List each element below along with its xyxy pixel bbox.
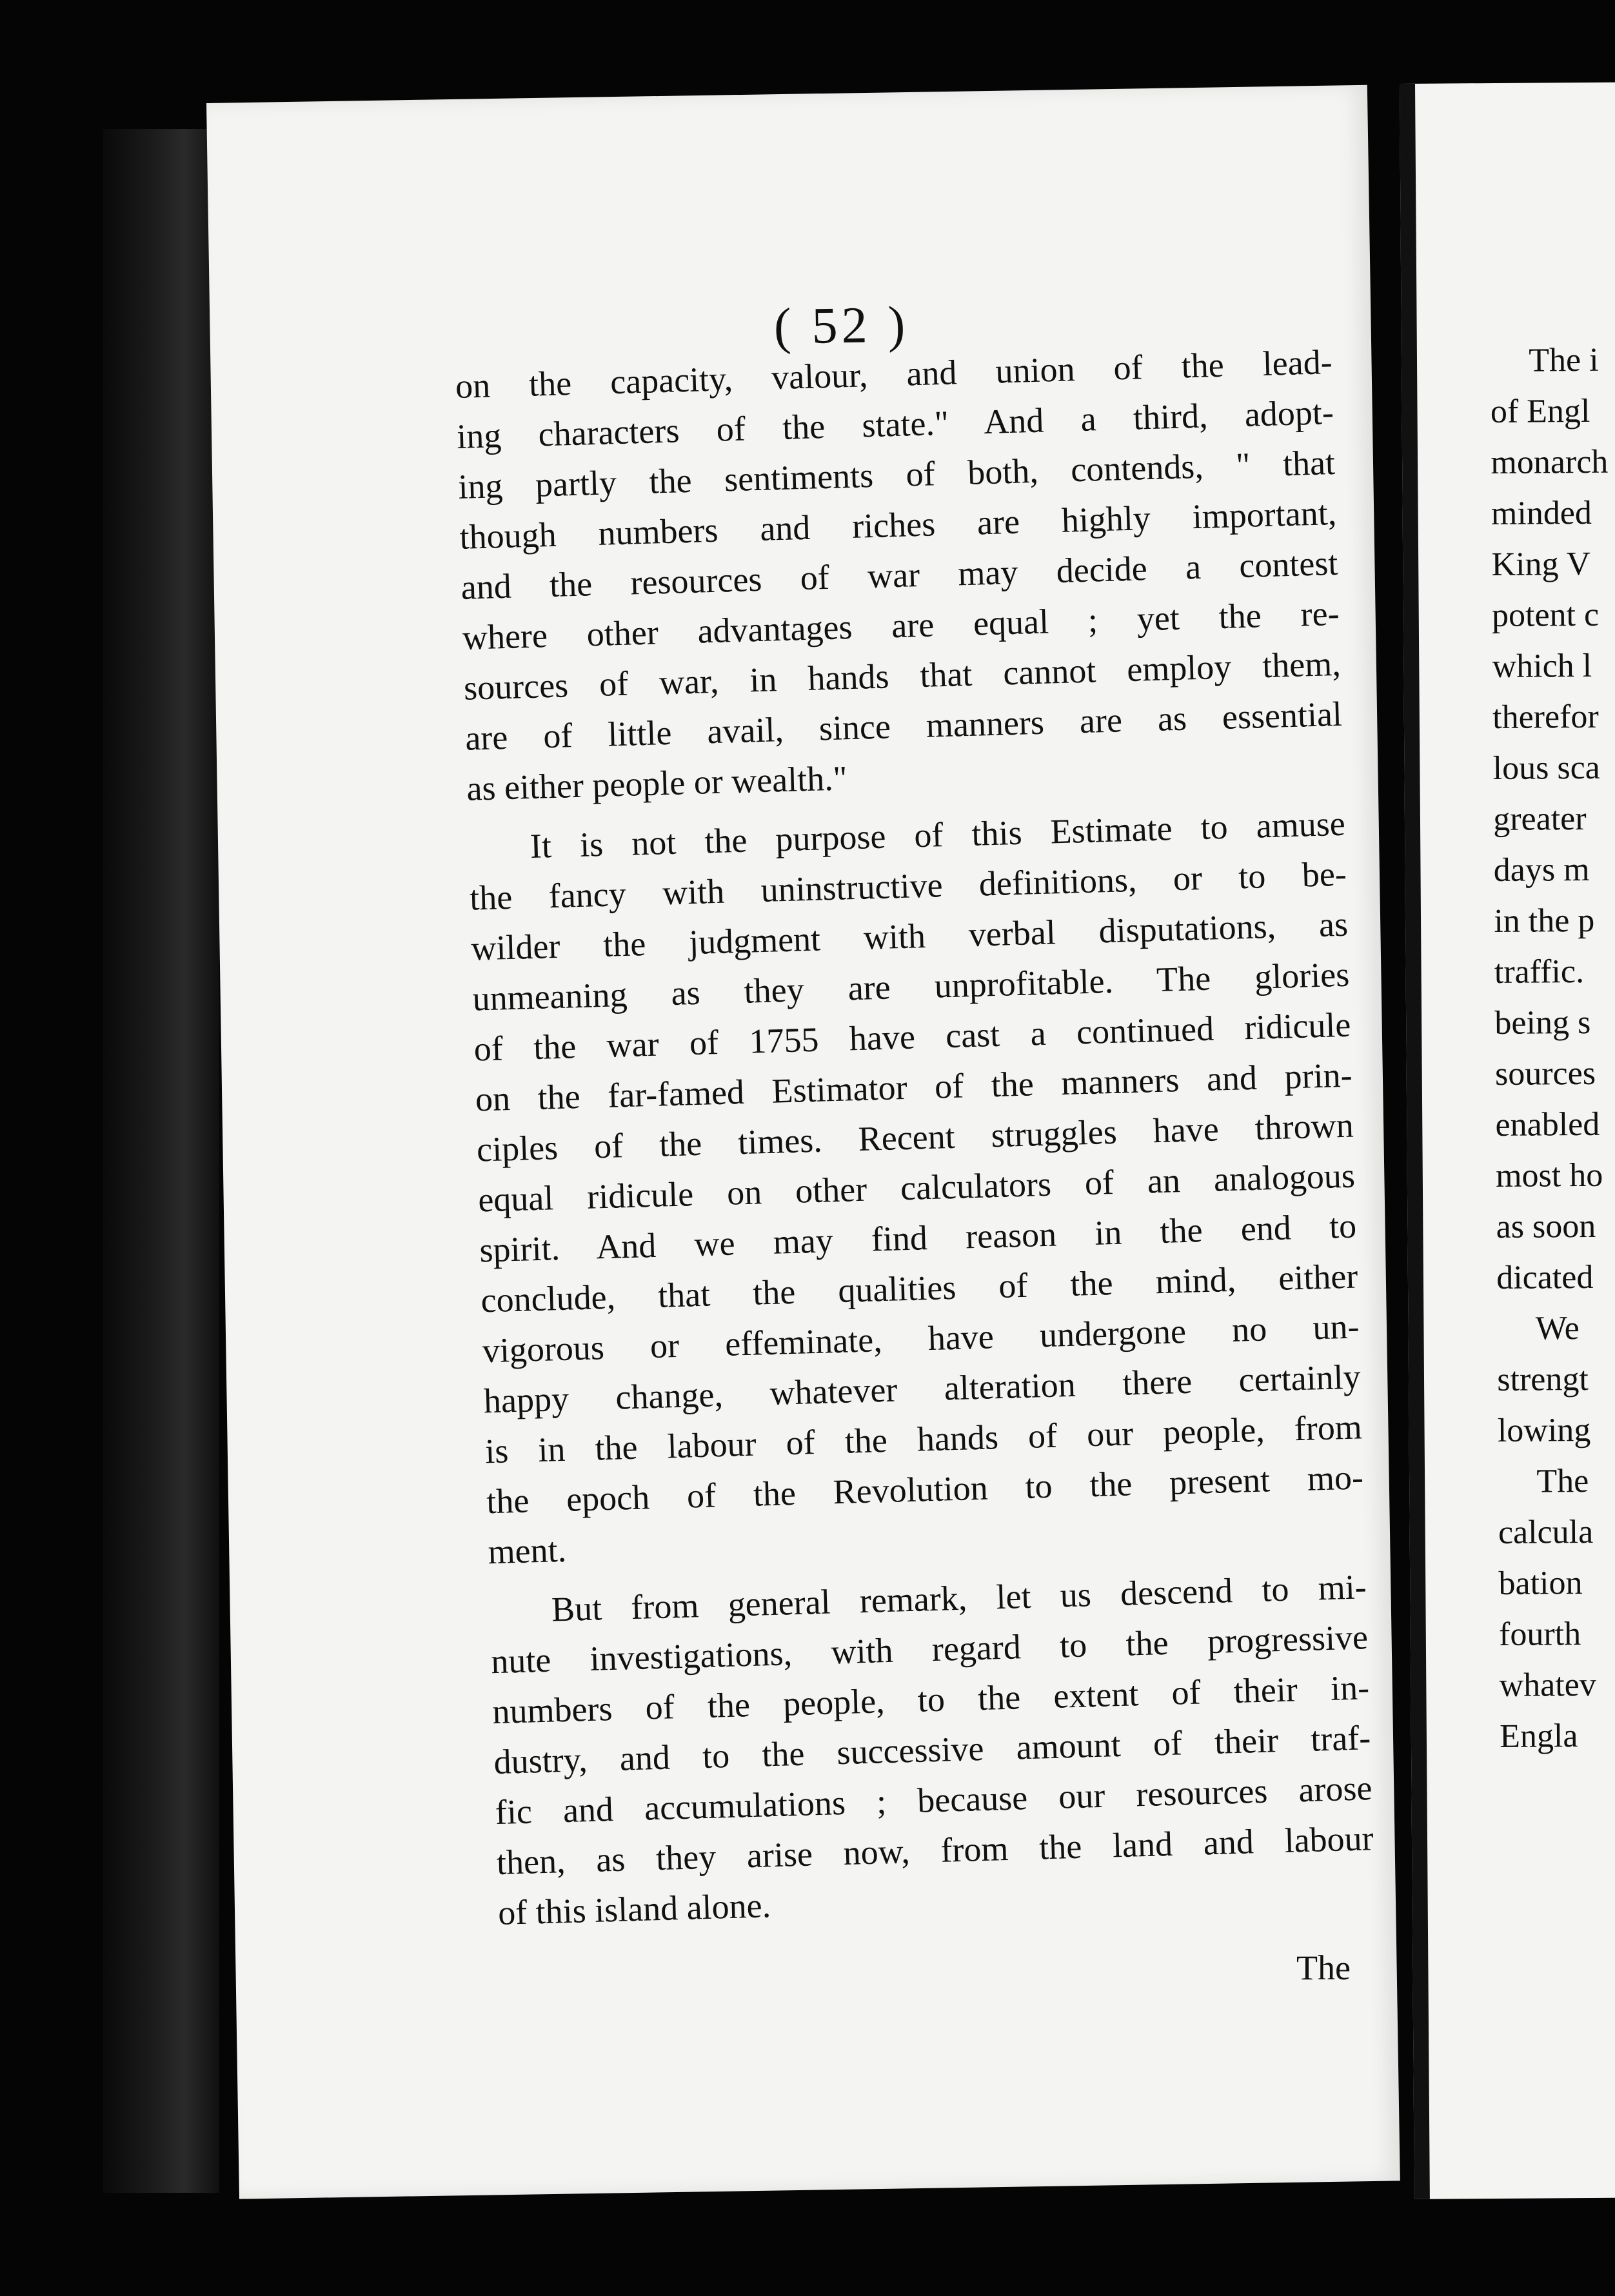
partial-text-line: King V <box>1491 545 1591 583</box>
text-line: equal ridicule on other calculators of an analogous <box>477 1156 1356 1220</box>
catchword: The <box>1296 1948 1351 1987</box>
partial-text-line: The i <box>1529 341 1599 379</box>
page-number: ( 52 ) <box>773 296 909 355</box>
partial-text-line: of Engl <box>1490 392 1590 430</box>
partial-text-line: Engla <box>1499 1717 1578 1755</box>
text-line: But from general remark, let us descend to mi- <box>551 1567 1367 1629</box>
partial-text-line: enabled <box>1495 1105 1600 1143</box>
text-line: on the far-famed Estimator of the manners and prin- <box>475 1055 1353 1119</box>
text-line: fic and accumulations ; because our resources arose <box>495 1768 1373 1832</box>
text-line: sources of war, in hands that cannot employ them, <box>463 644 1342 708</box>
text-line: of this island alone. <box>497 1886 771 1933</box>
text-line: the epoch of the Revolution to the present mo- <box>486 1458 1364 1521</box>
partial-text-line: potent c <box>1491 596 1600 634</box>
text-line: ment. <box>487 1530 567 1572</box>
partial-text-line: fourth <box>1498 1616 1581 1653</box>
partial-text-line: minded <box>1491 494 1592 532</box>
text-line: and the resources of war may decide a contest <box>460 543 1339 607</box>
partial-text-line: monarch <box>1491 443 1609 481</box>
text-line: of the war of 1755 have cast a continued ridicule <box>473 1005 1352 1069</box>
partial-text-line: most ho <box>1495 1156 1603 1194</box>
partial-text-line: We <box>1535 1310 1580 1347</box>
text-line: ciples of the times. Recent struggles have thrown <box>476 1105 1354 1169</box>
book-page-edges <box>103 129 219 2193</box>
partial-text-line: dicated <box>1496 1258 1594 1296</box>
text-line: then, as they arise now, from the land and labour <box>496 1819 1374 1883</box>
partial-text-line: which l <box>1492 647 1592 685</box>
text-line: are of little avail, since manners are as essential <box>464 694 1343 758</box>
right-page-partial-text <box>1490 335 1615 1762</box>
text-line: happy change, whatever alteration there certainly <box>483 1357 1362 1421</box>
partial-text-line: lowing <box>1497 1411 1591 1449</box>
partial-text-line: calcula <box>1498 1513 1594 1551</box>
text-line: numbers of the people, to the extent of their in- <box>491 1668 1370 1732</box>
text-line: ing partly the sentiments of both, contends, " that <box>457 442 1336 506</box>
text-line: conclude, that the qualities of the mind, either <box>480 1256 1358 1320</box>
partial-text-line: in the p <box>1494 902 1595 940</box>
partial-text-line: as soon <box>1496 1207 1596 1245</box>
text-line: ing characters of the state." And a third, adopt- <box>456 392 1334 456</box>
partial-text-line: days m <box>1493 851 1590 889</box>
partial-text-line: being s <box>1494 1004 1591 1042</box>
partial-text-line: lous sca <box>1492 749 1600 787</box>
text-line: dustry, and to the successive amount of their traf- <box>493 1718 1371 1782</box>
text-line: the fancy with uninstructive definitions, or to be- <box>469 854 1347 918</box>
left-page-body-text <box>455 337 1376 1938</box>
partial-text-line: greater <box>1493 800 1587 838</box>
partial-text-line: therefor <box>1492 698 1599 736</box>
text-line: where other advantages are equal ; yet the re- <box>462 593 1340 657</box>
text-line: vigorous or effeminate, have undergone no un- <box>482 1307 1360 1371</box>
partial-text-line: sources <box>1494 1054 1596 1093</box>
text-line: as either people or wealth." <box>466 758 848 808</box>
text-line: on the capacity, valour, and union of the lead- <box>455 342 1333 406</box>
partial-text-line: traffic. <box>1494 953 1585 991</box>
text-line: nute investigations, with regard to the progressive <box>490 1618 1369 1681</box>
text-line: unmeaning as they are unprofitable. The glories <box>471 955 1350 1018</box>
text-line: spirit. And we may find reason in the end to <box>479 1206 1357 1270</box>
text-line: though numbers and riches are highly important, <box>459 493 1337 557</box>
text-line: wilder the judgment with verbal disputations, as <box>470 904 1349 968</box>
partial-text-line: whatev <box>1499 1666 1596 1704</box>
partial-text-line: bation <box>1498 1565 1583 1602</box>
text-line: is in the labour of the hands of our people, from <box>484 1407 1363 1471</box>
text-line: It is not the purpose of this Estimate to amuse <box>530 804 1346 866</box>
partial-text-line: strengt <box>1497 1360 1589 1398</box>
partial-text-line: The <box>1536 1462 1589 1500</box>
